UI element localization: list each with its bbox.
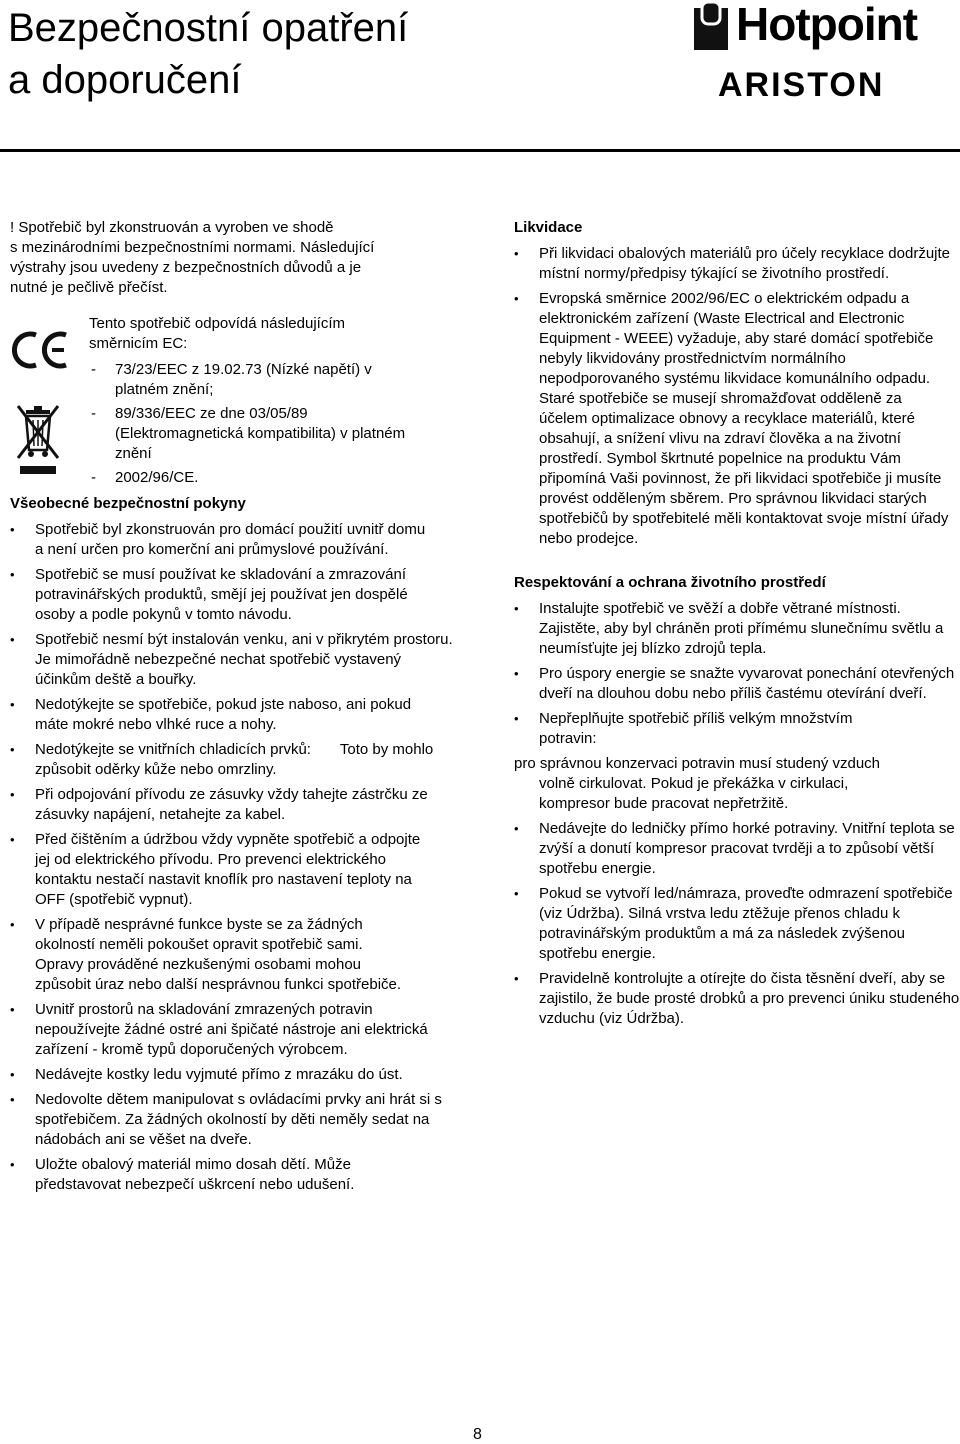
list-item: • Nedotýkejte se spotřebiče, pokud jste naboso, ani pokud máte mokré nebo vlhké ruce a nohy. [10,695,415,735]
right-column [514,218,960,1034]
list-item: • Nedávejte do ledničky přímo horké potraviny. Vnitřní teplota se zvýší a donutí kompresor pracovat tvrději a to způsobí větší spotřebu energie. [514,819,959,879]
page-number: 8 [473,1426,482,1443]
list-item: • Nedávejte kostky ledu vyjmuté přímo z mrazáku do úst. [10,1065,435,1085]
environment-list-continued [514,819,960,1029]
ec-directive-item: - 89/336/EEC ze dne 03/05/89 (Elektromagnetická kompatibilita) v platném znění [89,404,435,464]
ec-intro: Tento spotřebič odpovídá následujícím směrnicím EC: [89,315,345,352]
general-safety-list [10,520,470,1195]
list-item: • Uložte obalový materiál mimo dosah dětí. Může představovat nebezpečí uškrcení nebo udušení. [10,1155,415,1195]
ec-directive-item: - 73/23/EEC z 19.02.73 (Nízké napětí) v platném znění; [89,360,425,400]
environment-note-cont: volně cirkulovat. Pokud je překážka v cirkulaci, kompresor bude pracovat nepřetržitě. [539,775,849,812]
list-item: • Nedotýkejte se vnitřních chladicích prvků: Toto by mohlo způsobit oděrky kůže nebo omrzliny. [10,740,455,780]
list-item: • V případě nesprávné funkce byste se za žádných okolností neměli pokoušet opravit spotřebič sami. Opravy prováděné nezkušenými osobami mohou způsobit úraz nebo další nesprávnou funkci spotřebiče. [10,915,405,995]
weee-crossed-bin-icon [14,400,62,476]
brand-hotpoint: Hotpoint [736,0,918,50]
ec-compliance [10,314,470,494]
list-item: • Pro úspory energie se snažte vyvarovat ponechání otevřených dveří na dlouhou dobu nebo příliš častému otevírání dveří. [514,664,959,704]
header-divider [0,149,960,152]
left-column [10,218,470,1200]
list-item: • Pravidelně kontrolujte a otírejte do čista těsnění dveří, aby se zajistilo, že bude prosté drobků a pro prevenci úniku studeného vzduchu (viz Údržba). [514,969,960,1029]
list-item: • Instalujte spotřebič ve svěží a dobře větrané místnosti. Zajistěte, aby byl chráněn proti přímému slunečnímu světlu a neumísťujte jej blízko zdrojů tepla. [514,599,959,659]
disposal-list [514,244,954,549]
hotpoint-logo-icon [692,2,732,52]
environment-note-line: pro správnou konzervaci potravin musí studený vzduch [514,755,881,772]
ec-directive-item: - 2002/96/CE. [89,468,469,488]
list-item: • Nedovolte dětem manipulovat s ovládacími prvky ani hrát si s spotřebičem. Za žádných okolností by děti neměly sedat na nádobách ani se věšet na dveře. [10,1090,445,1150]
list-item: • Spotřebič se musí používat ke skladování a zmrazování potravinářských produktů, smějí jej používat jen dospělé osoby a podle pokynů v tomto návodu. [10,565,435,625]
list-item: • Nepřeplňujte spotřebič příliš velkým množstvím potravin: [514,709,909,749]
intro-warning: ! Spotřebič byl zkonstruován a vyroben ve shodě s mezinárodními bezpečnostními normami. Následující výstrahy jsou uvedeny z bezpečnostních důvodů a je nutné je pečlivě přečíst. [10,219,375,296]
ec-directive-list [89,360,469,488]
disposal-heading: Likvidace [514,219,583,236]
ce-mark-icon [12,330,70,370]
brand-logo [692,0,920,105]
environment-heading: Respektování a ochrana životního prostředí [514,574,826,591]
list-item: • Uvnitř prostorů na skladování zmrazených potravin nepoužívejte žádné ostré ani špičaté nástroje ani elektrická zařízení - kromě typů doporučených výrobcem. [10,1000,455,1060]
list-item: • Spotřebič nesmí být instalován venku, ani v přikrytém prostoru. Je mimořádně nebezpečné nechat spotřebič vystavený účinkům deště a bouřky. [10,630,455,690]
list-item: • Evropská směrnice 2002/96/EC o elektrickém odpadu a elektronickém zařízení (Waste Electrical and Electronic Equipment - WEEE) vyžaduje, aby staré domácí spotřebiče nebyly likvidovány prostřednictvím normálního nepodporovaného systému likvidace komunálního odpadu. Staré spotřebiče se musejí shromažďovat odděleně za účelem optimalizace obnovy a recyklace materiálů, které obsahují, a snížení vlivu na zdraví člověka a na životní prostředí. Symbol škrtnuté popelnice na produktu Vám připomíná Vaši povinnost, že při likvidaci spotřebiče ji musíte provést odděleným sběrem. Pro správnou likvidaci starých spotřebičů by spotřebitelé měli kontaktovat svoje místní úřady nebo prodejce. [514,289,954,549]
page-title [8,2,408,106]
list-item: • Spotřebič byl zkonstruován pro domácí použití uvnitř domu a není určen pro komerční ani průmyslové používání. [10,520,435,560]
brand-ariston: ARISTON [718,66,885,104]
general-safety-heading: Všeobecné bezpečnostní pokyny [10,495,246,512]
list-item: • Při odpojování přívodu ze zásuvky vždy tahejte zástrčku ze zásuvky napájení, netahejte za kabel. [10,785,435,825]
list-item: • Před čištěním a údržbou vždy vypněte spotřebič a odpojte jej od elektrického přívodu. Pro prevenci elektrického kontaktu nestačí nastavit knoflík pro nastavení teploty na OFF (spotřebič vypnut). [10,830,435,910]
list-item: • Při likvidaci obalových materiálů pro účely recyklace dodržujte místní normy/předpisy týkající se životního prostředí. [514,244,959,284]
title-line-2: a doporučení [8,58,242,102]
environment-list [514,599,954,749]
list-item: • Pokud se vytvoří led/námraza, proveďte odmrazení spotřebiče (viz Údržba). Silná vrstva ledu ztěžuje přenos chladu k potravinářským produktům a má za následek zvýšenou spotřebu energie. [514,884,959,964]
title-line-1: Bezpečnostní opatření [8,6,409,50]
